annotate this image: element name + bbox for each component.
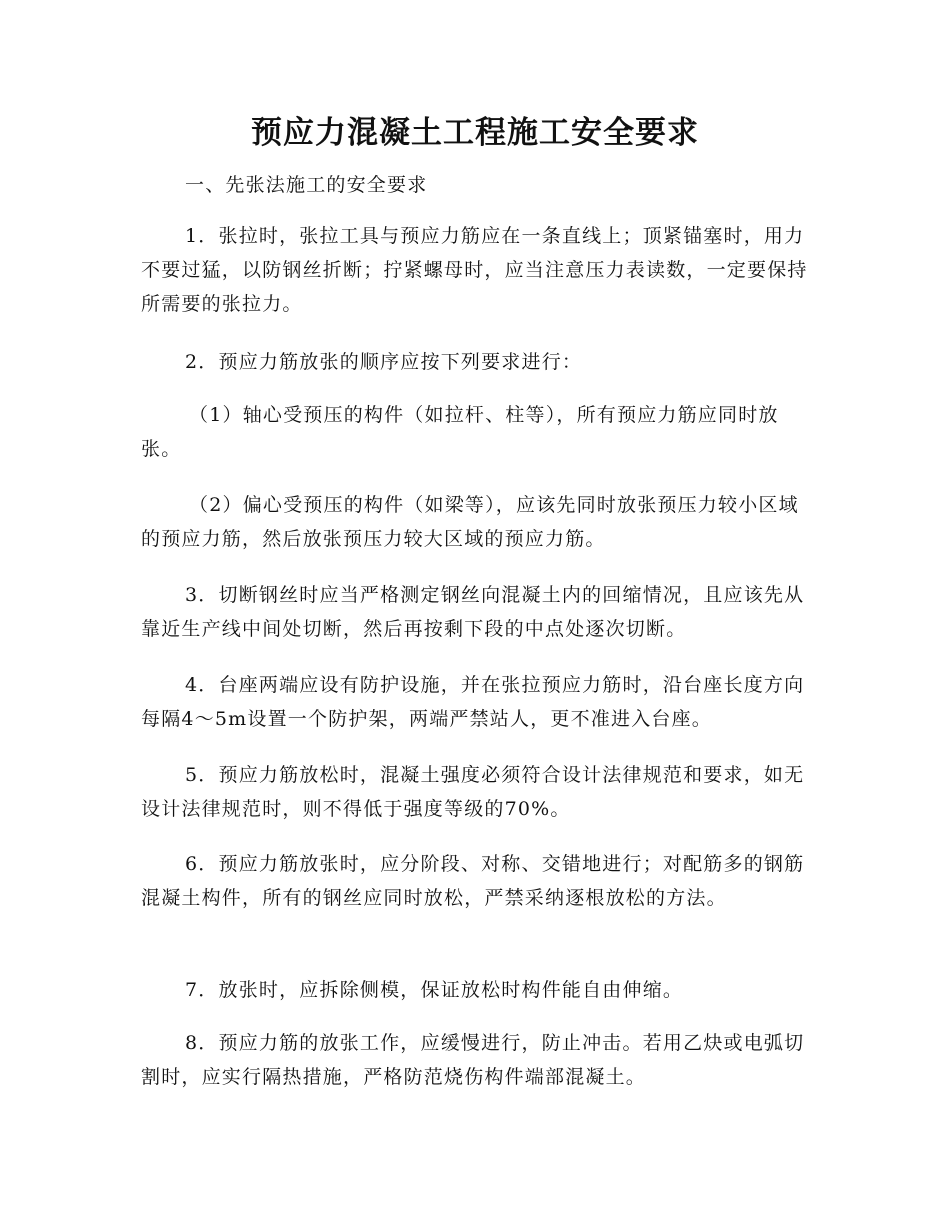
paragraph-7: 7．放张时，应拆除侧模，保证放松时构件能自由伸缩。 — [185, 979, 684, 1001]
paragraph-2-sub-1: （1）轴心受预压的构件（如拉杆、柱等），所有预应力筋应同时放张。 — [141, 404, 779, 460]
section-heading: 一、先张法施工的安全要求 — [185, 174, 428, 196]
paragraph-1: 1．张拉时，张拉工具与预应力筋应在一条直线上；顶紧锚塞时，用力不要过猛，以防钢丝折断；拧紧螺母时，应当注意压力表读数，一定要保持所需要的张拉力。 — [141, 225, 808, 315]
document-title: 预应力混凝土工程施工安全要求 — [251, 115, 699, 151]
paragraph-5: 5．预应力筋放松时，混凝土强度必须符合设计法律规范和要求，如无设计法律规范时，则不得低于强度等级的70%。 — [141, 764, 805, 820]
paragraph-4: 4．台座两端应设有防护设施，并在张拉预应力筋时，沿台座长度方向每隔4～5m设置一个防护架，两端严禁站人，更不准进入台座。 — [141, 674, 805, 730]
paragraph-8: 8．预应力筋的放张工作，应缓慢进行，防止冲击。若用乙炔或电弧切割时，应实行隔热措施，严格防范烧伤构件端部混凝土。 — [141, 1032, 805, 1088]
paragraph-2: 2．预应力筋放张的顺序应按下列要求进行： — [185, 351, 583, 373]
paragraph-6: 6．预应力筋放张时，应分阶段、对称、交错地进行；对配筋多的钢筋混凝土构件，所有的钢丝应同时放松，严禁采纳逐根放松的方法。 — [141, 853, 805, 909]
paragraph-2-sub-2: （2）偏心受预压的构件（如梁等），应该先同时放张预压力较小区域的预应力筋，然后放张预压力较大区域的预应力筋。 — [141, 494, 799, 550]
paragraph-3: 3．切断钢丝时应当严格测定钢丝向混凝土内的回缩情况，且应该先从靠近生产线中间处切断，然后再按剩下段的中点处逐次切断。 — [141, 584, 805, 640]
